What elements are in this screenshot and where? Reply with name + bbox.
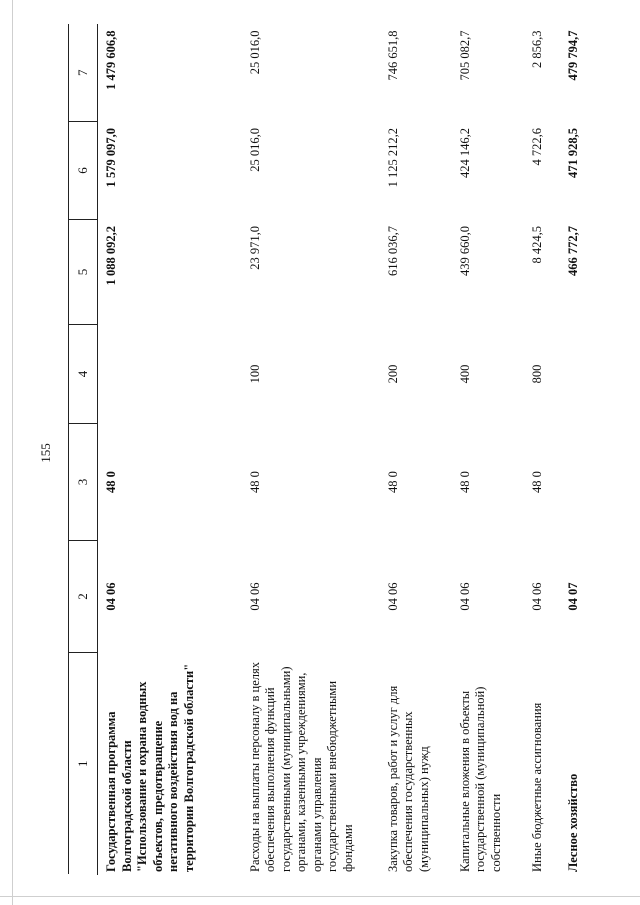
amount-col-5: 23 971,0: [247, 226, 262, 270]
table-row: [380, 25, 452, 875]
table-row: [452, 25, 524, 875]
amount-col-7: 25 016,0: [247, 30, 262, 75]
amount-col-5: 439 660,0: [457, 226, 472, 276]
table-row: [560, 25, 590, 875]
section-code: 04 07: [565, 582, 580, 611]
col-header-4: 4: [69, 325, 98, 424]
amount-col-7: 705 082,7: [457, 30, 472, 81]
row-name: Расходы на выплаты персоналу в целях обеспечения выполнения функций государственными (муниципальными) органами, казенными учреждениями, органами управления государственными внебюджетными фондами: [247, 662, 355, 872]
page-number: 155: [38, 443, 53, 463]
scan-edge-left: [12, 0, 13, 905]
row-name: Капитальные вложения в объекты государственной (муниципальной) собственности: [457, 686, 503, 872]
amount-col-7: 479 794,7: [565, 30, 580, 81]
col-header-3: 3: [69, 424, 98, 541]
col-header-2: 2: [69, 541, 98, 653]
section-code: 04 06: [385, 582, 400, 611]
expense-type-code: 400: [457, 364, 472, 384]
program-code: 48 0: [247, 471, 262, 493]
amount-col-6: 424 146,2: [457, 128, 472, 178]
header-row: [69, 25, 98, 875]
expense-type-code: [560, 325, 590, 424]
amount-col-6: 1 579 097,0: [104, 128, 118, 188]
section-code: 04 06: [529, 582, 544, 611]
expense-type-code: 100: [247, 364, 262, 384]
rotated-page-content: [68, 25, 613, 875]
amount-col-5: 466 772,7: [565, 226, 580, 276]
scan-edge-bottom: [0, 896, 640, 897]
table-row: [242, 25, 380, 875]
amount-col-5: 616 036,7: [385, 226, 400, 276]
program-code: 48 0: [529, 471, 544, 493]
expense-type-code: 800: [529, 364, 544, 384]
row-name: Государственная программа Волгоградской области "Использование и охрана водных объектов, предотвращение негативного воздействия вод на территории Волгоградской области": [104, 663, 196, 872]
expense-type-code: 200: [385, 364, 400, 384]
amount-col-5: 1 088 092,2: [104, 226, 118, 286]
row-name: Лесное хозяйство: [565, 773, 580, 872]
row-name: Иные бюджетные ассигнования: [529, 702, 544, 872]
amount-col-7: 2 856,3: [529, 30, 544, 68]
section-code: 04 06: [247, 582, 262, 611]
program-code: 48 0: [385, 471, 400, 493]
program-code: 48 0: [457, 471, 472, 493]
amount-col-6: 471 928,5: [565, 128, 580, 178]
program-code: [560, 424, 590, 541]
amount-col-7: 746 651,8: [385, 30, 400, 81]
amount-col-7: 1 479 606,8: [104, 30, 118, 90]
amount-col-6: 4 722,6: [529, 128, 544, 166]
section-code: 04 06: [457, 582, 472, 611]
row-name: Закупка товаров, работ и услуг для обеспечения государственных (муниципальных) нужд: [385, 685, 431, 872]
col-header-6: 6: [69, 122, 98, 220]
expense-type-code: [98, 325, 242, 424]
budget-table: [68, 25, 590, 876]
program-code: 48 0: [104, 471, 118, 493]
amount-col-5: 8 424,5: [529, 226, 544, 264]
col-header-5: 5: [69, 220, 98, 325]
table-row: [98, 25, 242, 875]
amount-col-6: 25 016,0: [247, 128, 262, 172]
table-row: [524, 25, 560, 875]
section-code: 04 06: [104, 582, 118, 611]
col-header-1: 1: [69, 653, 98, 875]
col-header-7: 7: [69, 25, 98, 122]
amount-col-6: 1 125 212,2: [385, 128, 400, 188]
